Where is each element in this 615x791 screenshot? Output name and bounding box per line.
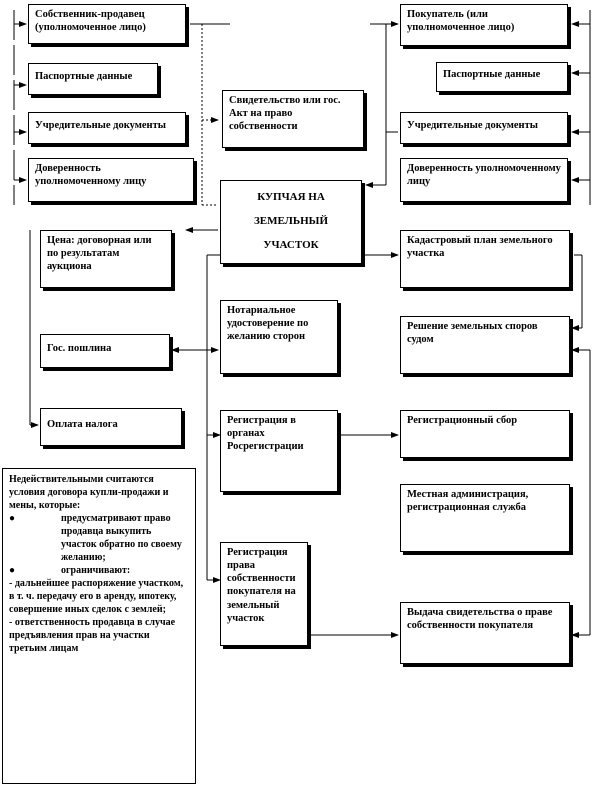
- buyer-passport-box: Паспортные данные: [436, 62, 568, 92]
- title-box: КУПЧАЯ НА ЗЕМЕЛЬНЫЙ УЧАСТОК: [220, 180, 362, 264]
- registration-organs-box: Регистрация в органах Росрегистрации: [220, 410, 338, 492]
- tax-payment-box: Оплата налога: [40, 408, 182, 446]
- bullet-icon: ●: [9, 513, 16, 524]
- note-intro: Недействительными считаются условия договора купли-продажи и мены, которые:: [9, 474, 169, 511]
- cadastral-plan-box: Кадастровый план земельного участка: [400, 230, 570, 288]
- note-item-1-text: предусматривают право продавца выкупить участок обратно по своему желанию;: [61, 513, 182, 563]
- note-item-2: [9, 564, 189, 577]
- seller-proxy-box: Доверенность уполномоченному лицу: [28, 158, 194, 202]
- buyer-box: Покупатель (или уполномоченное лицо): [400, 4, 568, 46]
- local-admin-box: Местная администрация, регистрационная служба: [400, 484, 570, 552]
- note-item-1: [9, 512, 189, 564]
- seller-founding-docs-box: Учредительные документы: [28, 112, 186, 144]
- ownership-registration-box: Регистрация права собственности покупателя на земельный участок: [220, 542, 308, 646]
- certificate-issue-box: Выдача свидетельства о праве собственности покупателя: [400, 602, 570, 664]
- registration-fee-box: Регистрационный сбор: [400, 410, 570, 458]
- note-item-4: - ответственность продавца в случае предъявления прав на участки третьим лицам: [9, 617, 176, 654]
- court-disputes-box: Решение земельных споров судом: [400, 316, 570, 374]
- bullet-icon: ●: [9, 565, 16, 576]
- certificate-box: Свидетельство или гос. Акт на право собственности: [222, 90, 364, 148]
- seller-passport-box: Паспортные данные: [28, 63, 158, 95]
- buyer-founding-docs-box: Учредительные документы: [400, 112, 568, 144]
- invalid-conditions-note: [2, 468, 196, 784]
- note-item-2-text: ограничивают:: [61, 565, 131, 576]
- note-item-3: - дальнейшее распоряжение участком, в т. ч. передачу его в аренду, ипотеку, совершение иных сделок с землей;: [9, 578, 184, 615]
- notary-box: Нотариальное удостоверение по желанию сторон: [220, 300, 338, 374]
- state-duty-box: Гос. пошлина: [40, 334, 170, 368]
- price-box: Цена: договорная или по результатам аукциона: [40, 230, 172, 288]
- seller-box: Собственник-продавец (уполномоченное лицо): [28, 4, 186, 44]
- buyer-proxy-box: Доверенность уполномоченному лицу: [400, 158, 568, 202]
